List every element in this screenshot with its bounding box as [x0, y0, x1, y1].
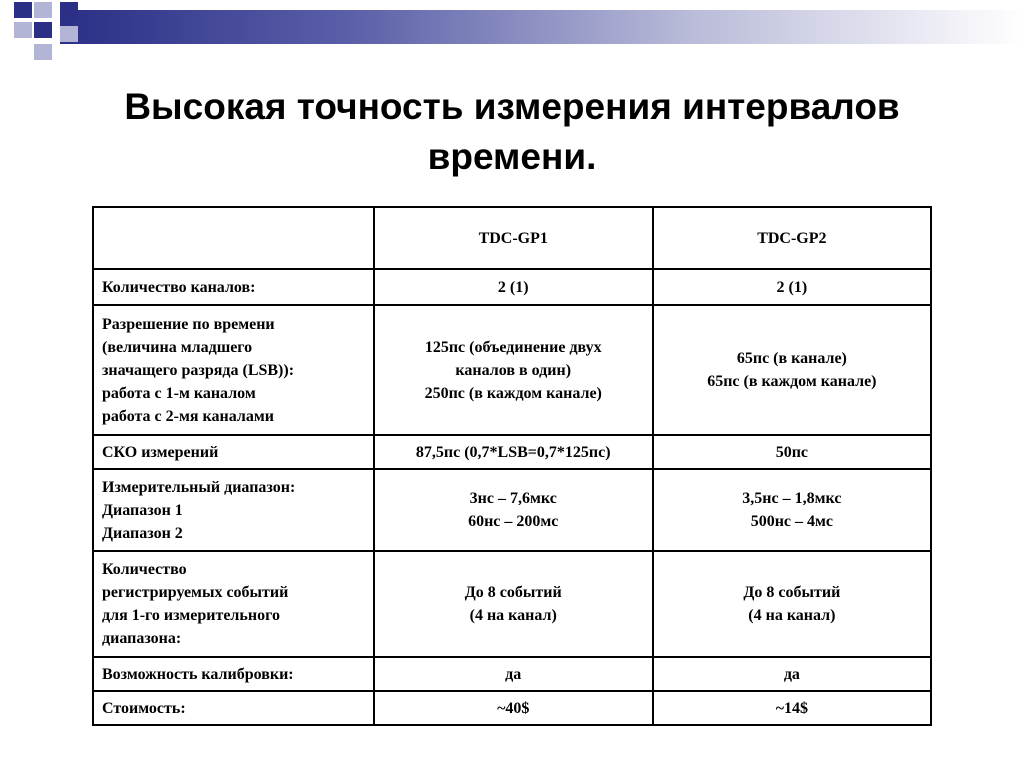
row-label	[93, 269, 374, 305]
row-label	[93, 469, 374, 551]
cell-line: 2 (1)	[497, 278, 529, 296]
cell-gp2	[653, 435, 931, 469]
cell-line: 250пс (в каждом канале)	[424, 384, 602, 402]
cell-line: СКО измерений	[102, 443, 219, 461]
cell-gp2	[653, 305, 931, 435]
cell-gp2	[653, 657, 931, 691]
decor-square	[34, 22, 52, 38]
cell-gp2	[653, 469, 931, 551]
cell-line: До 8 событий	[743, 584, 841, 601]
cell-gp1	[374, 269, 653, 305]
cell-line: 500нс – 4мс	[750, 513, 834, 530]
table-row	[93, 691, 931, 725]
decor-square	[60, 26, 78, 42]
cell-line: Количество каналов:	[102, 278, 256, 296]
row-label	[93, 657, 374, 691]
cell-line: 65пс (в канале)	[736, 350, 847, 367]
title-line: времени.	[427, 136, 597, 177]
cell-line: регистрируемых событий	[102, 584, 289, 601]
cell-gp2	[653, 269, 931, 305]
cell-line: Количество	[102, 561, 187, 578]
table-row	[93, 305, 931, 435]
cell-line: (величина младшего	[102, 338, 253, 356]
cell-line: 50пс	[775, 443, 809, 461]
cell-line: Возможность калибровки:	[102, 665, 294, 683]
table-row	[93, 435, 931, 469]
table-header-row	[93, 207, 931, 269]
cell-line: Диапазон 2	[102, 524, 183, 542]
slide-title	[60, 82, 964, 182]
comparison-table	[92, 206, 932, 726]
cell-line: да	[505, 665, 522, 683]
header-cell-gp2: TDC-GP2	[653, 207, 931, 269]
header-cell-gp1: TDC-GP1	[374, 207, 653, 269]
cell-gp1	[374, 657, 653, 691]
table-row	[93, 551, 931, 657]
decor-square	[14, 22, 32, 38]
cell-line: Разрешение по времени	[102, 315, 275, 333]
cell-line: да	[783, 665, 800, 683]
cell-line: ~40$	[497, 699, 530, 717]
cell-line: Измерительный диапазон:	[102, 478, 296, 496]
cell-gp1	[374, 435, 653, 469]
cell-line: Стоимость:	[102, 699, 186, 717]
cell-line: работа с 2-мя каналами	[102, 407, 274, 425]
table-row	[93, 469, 931, 551]
decor-square	[34, 2, 52, 18]
cell-line: 3,5нс – 1,8мкс	[742, 490, 842, 507]
cell-line: 125пс (объединение двух	[424, 338, 602, 356]
row-label	[93, 435, 374, 469]
cell-gp1	[374, 469, 653, 551]
header-cell-empty	[93, 207, 374, 269]
cell-line: (4 на канал)	[469, 607, 557, 624]
cell-line: 65пс (в каждом канале)	[707, 373, 877, 390]
table-row	[93, 657, 931, 691]
cell-gp1	[374, 691, 653, 725]
row-label	[93, 691, 374, 725]
row-label	[93, 551, 374, 657]
cell-line: диапазона:	[102, 630, 182, 647]
table-row	[93, 269, 931, 305]
header-gradient-bar	[60, 10, 1024, 44]
cell-line: 87,5пс (0,7*LSB=0,7*125пс)	[415, 443, 611, 461]
cell-gp2	[653, 691, 931, 725]
cell-line: ~14$	[775, 699, 809, 717]
cell-line: (4 на канал)	[748, 607, 836, 624]
cell-gp1	[374, 305, 653, 435]
cell-line: значащего разряда (LSB)):	[102, 361, 295, 379]
cell-line: работа с 1-м каналом	[102, 384, 256, 402]
cell-line: для 1-го измерительного	[102, 607, 280, 624]
cell-line: 3нс – 7,6мкс	[469, 490, 557, 507]
cell-line: каналов в один)	[455, 361, 572, 379]
cell-line: До 8 событий	[464, 584, 562, 601]
cell-gp1	[374, 551, 653, 657]
cell-gp2	[653, 551, 931, 657]
cell-line: 2 (1)	[776, 278, 808, 296]
title-line: Высокая точность измерения интервалов	[124, 86, 900, 127]
cell-line: Диапазон 1	[102, 501, 183, 519]
cell-line: 60нс – 200мс	[468, 513, 559, 530]
decor-square	[34, 44, 52, 60]
decor-square	[60, 2, 78, 18]
decor-square	[14, 2, 32, 18]
row-label	[93, 305, 374, 435]
